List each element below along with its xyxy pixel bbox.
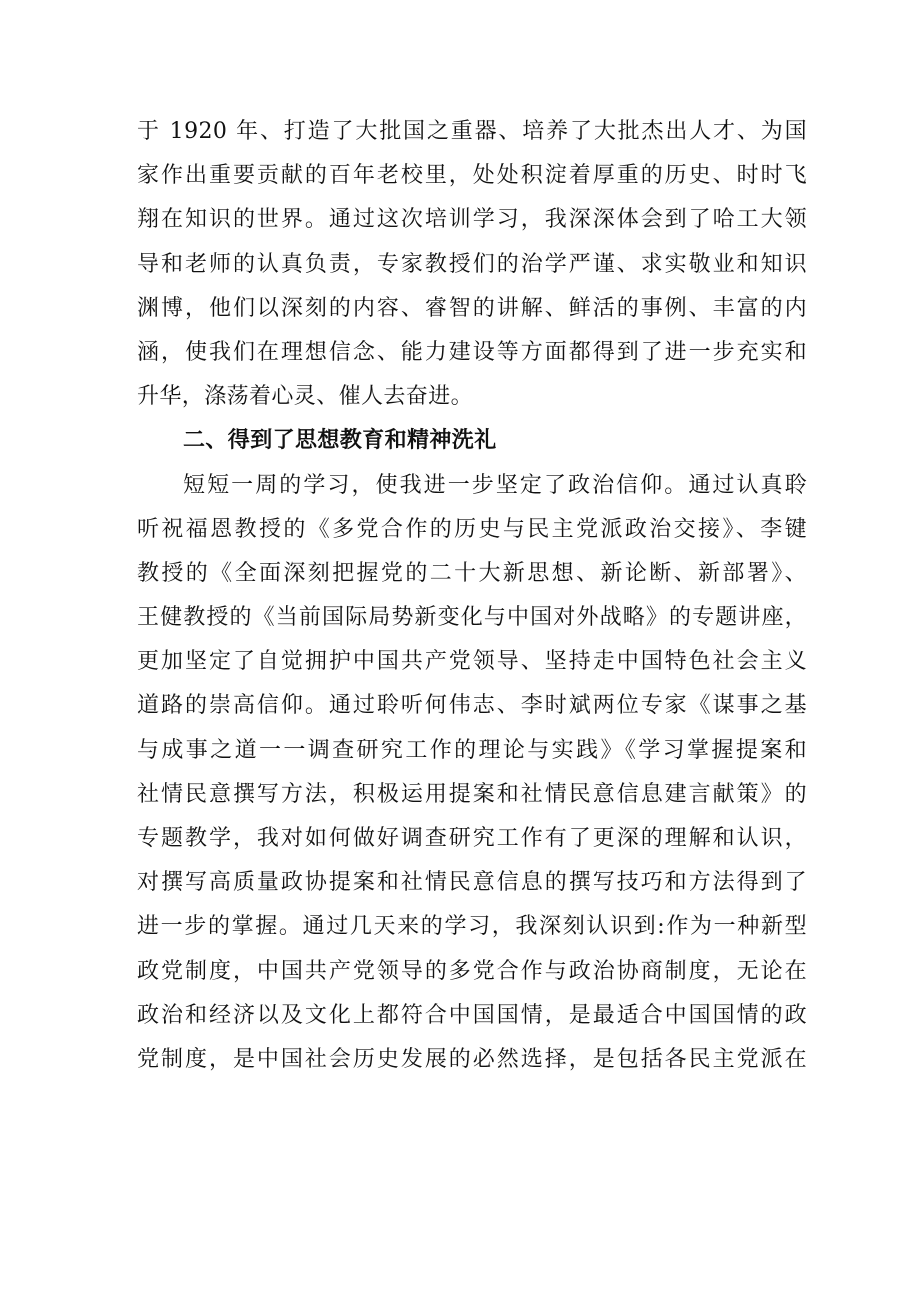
body-line: 家作出重要贡献的百年老校里，处处积淀着厚重的历史、时时飞 [137, 163, 807, 189]
body-line: 更加坚定了自觉拥护中国共产党领导、坚持走中国特色社会主义 [137, 649, 807, 675]
body-line: 听祝福恩教授的《多党合作的历史与民主党派政治交接》、李键 [137, 516, 807, 542]
body-line: 短短一周的学习，使我进一步坚定了政治信仰。通过认真聆 [183, 472, 807, 498]
body-line: 道路的崇高信仰。通过聆听何伟志、李时斌两位专家《谋事之基 [137, 693, 807, 719]
body-line: 翔在知识的世界。通过这次培训学习，我深深体会到了哈工大领 [137, 207, 807, 233]
body-line: 导和老师的认真负责，专家教授们的治学严谨、求实敬业和知识 [137, 251, 807, 277]
body-line: 进一步的掌握。通过几天来的学习，我深刻认识到:作为一种新型 [137, 914, 807, 940]
section-heading: 二、得到了思想教育和精神洗礼 [183, 428, 497, 454]
body-line: 对撰写高质量政协提案和社情民意信息的撰写技巧和方法得到了 [137, 870, 807, 896]
body-line: 与成事之道一一调查研究工作的理论与实践》《学习掌握提案和 [137, 737, 807, 763]
body-line: 教授的《全面深刻把握党的二十大新思想、新论断、新部署》、 [137, 560, 807, 586]
body-line: 王健教授的《当前国际局势新变化与中国对外战略》的专题讲座， [137, 605, 807, 631]
body-line: 政治和经济以及文化上都符合中国国情，是最适合中国国情的政 [137, 1002, 807, 1028]
body-line: 专题教学，我对如何做好调查研究工作有了更深的理解和认识， [137, 826, 807, 851]
body-line: 政党制度，中国共产党领导的多党合作与政治协商制度，无论在 [137, 958, 807, 984]
paragraph-continued [137, 110, 807, 419]
body-line: 渊博，他们以深刻的内容、睿智的讲解、鲜活的事例、丰富的内 [137, 295, 807, 321]
body-line: 涵，使我们在理想信念、能力建设等方面都得到了进一步充实和 [137, 339, 807, 365]
paragraph-section-2 [137, 464, 807, 1083]
body-line: 升华，涤荡着心灵、催人去奋进。 [137, 384, 474, 410]
document-body [137, 110, 807, 1082]
body-line: 社情民意撰写方法，积极运用提案和社情民意信息建言献策》的 [137, 781, 807, 807]
body-line: 于 1920 年、打造了大批国之重器、培养了大批杰出人才、为国 [137, 119, 807, 144]
body-line: 党制度，是中国社会历史发展的必然选择，是包括各民主党派在 [137, 1046, 807, 1072]
